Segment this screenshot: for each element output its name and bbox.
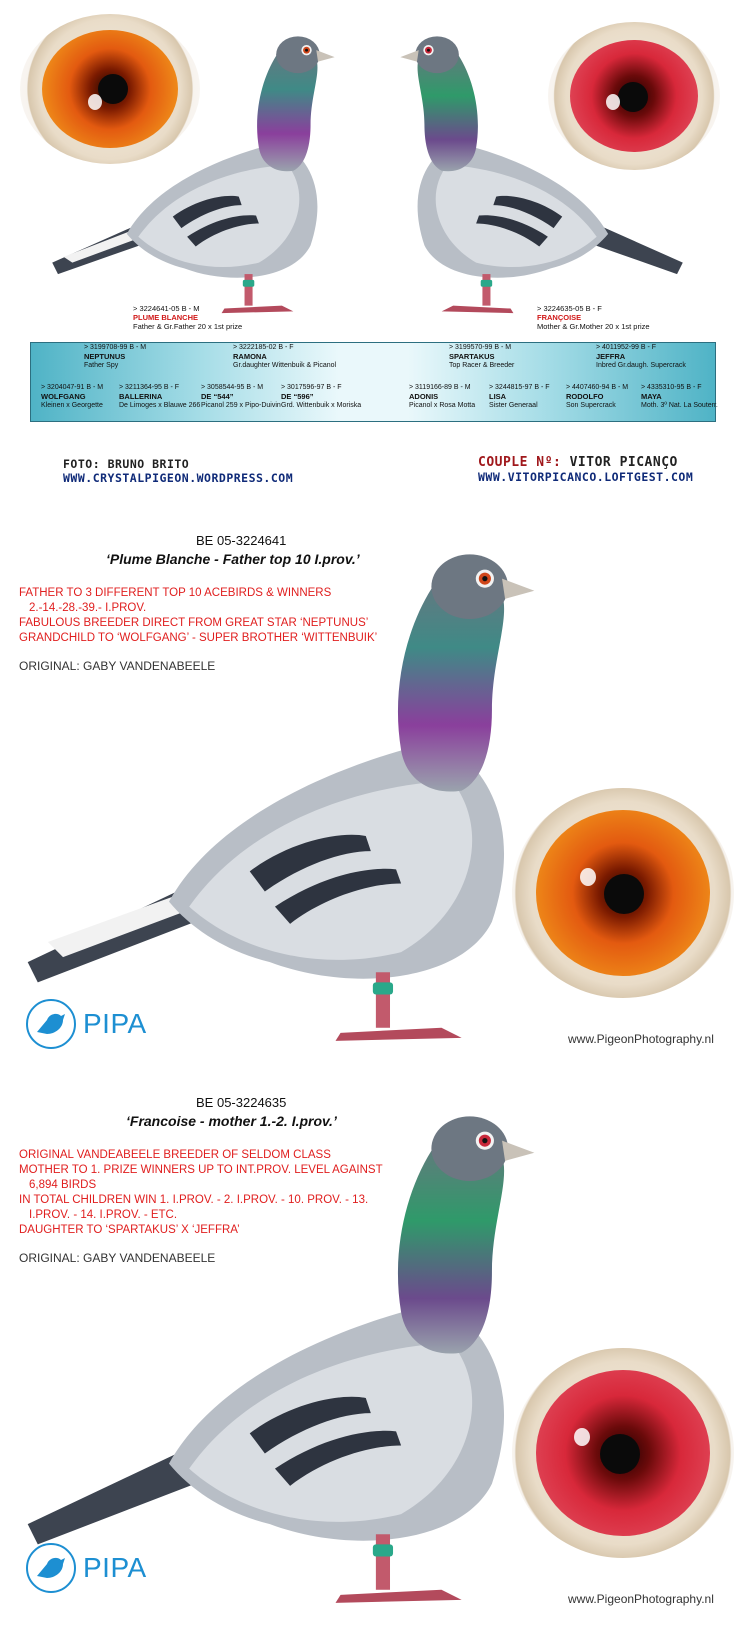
grandparent-4: [596, 343, 686, 370]
note: Top Racer & Breeder: [449, 362, 515, 369]
father-pigeon-large-image: [10, 508, 550, 1053]
note: Kleinen x Georgette: [41, 402, 103, 409]
great-grandparent-5: [409, 383, 475, 410]
desc-line: GRANDCHILD TO ‘WOLFGANG’ - SUPER BROTHER ‘WITTENBUIK’: [19, 632, 378, 644]
ring-number: 05-3224635: [216, 1095, 287, 1110]
ring: > 4335310-95 B - F: [641, 384, 702, 391]
note: Picanol 259 x Pipo-Duivin: [201, 402, 281, 409]
grandparent-2: [233, 343, 336, 370]
pedigree-header: [0, 0, 750, 485]
name: WOLFGANG: [41, 392, 86, 401]
pipa-logo-text: PIPA: [83, 1008, 147, 1039]
father-subtitle: ‘Plume Blanche - Father top 10 I.prov.’: [106, 551, 360, 567]
name: DE “544”: [201, 392, 234, 401]
ring-number: 05-3224641: [216, 533, 287, 548]
desc-line: ORIGINAL VANDEABEELE BREEDER OF SELDOM CLASS: [19, 1149, 331, 1161]
name: MAYA: [641, 392, 662, 401]
grandparent-1: [84, 343, 146, 370]
ring: > 4407460-94 B - M: [566, 384, 629, 391]
name: DE “596”: [281, 392, 314, 401]
great-grandparent-2: [119, 383, 200, 410]
ring: > 3222185-02 B - F: [233, 344, 294, 351]
mother-pigeon-large-image: [10, 1070, 550, 1615]
ring: > 4011952-99 B - F: [596, 344, 656, 351]
great-grandparent-7: [566, 383, 628, 410]
mother-name: FRANÇOISE: [537, 313, 582, 322]
name: BALLERINA: [119, 392, 163, 401]
note: Inbred Gr.daugh. Supercrack: [596, 362, 686, 369]
desc-line: IN TOTAL CHILDREN WIN 1. I.PROV. - 2. I.PROV. - 10. PROV. - 13.: [19, 1194, 369, 1206]
mother-note: Mother & Gr.Mother 20 x 1st prize: [537, 322, 650, 331]
pigeon-logo-icon: [25, 1542, 77, 1594]
note: Son Supercrack: [566, 402, 616, 409]
ring: > 3199708-99 B - M: [84, 344, 147, 351]
foto-site: WWW.CRYSTALPIGEON.WORDPRESS.COM: [63, 471, 294, 485]
name: ADONIS: [409, 392, 439, 401]
great-grandparent-4: [281, 383, 361, 410]
couple-label: COUPLE Nº:: [478, 455, 562, 470]
name: LISA: [489, 392, 507, 401]
father-pigeon-image: [30, 10, 350, 320]
ring: > 3199570-99 B - M: [449, 344, 512, 351]
note: Father Spy: [84, 362, 119, 369]
great-grandparent-6: [489, 383, 550, 410]
mother-card: [0, 1080, 750, 1632]
couple-site: WWW.VITORPICANCO.LOFTGEST.COM: [478, 470, 694, 484]
desc-line: I.PROV. - 14. I.PROV. - ETC.: [29, 1209, 178, 1221]
pipa-logo: [25, 998, 147, 1050]
grandparent-3: [449, 343, 514, 370]
desc-line: DAUGHTER TO ‘SPARTAKUS’ X ‘JEFFRA’: [19, 1224, 240, 1236]
ring: > 3211364-95 B - F: [119, 384, 179, 391]
father-note: Father & Gr.Father 20 x 1st prize: [133, 322, 243, 331]
ring: > 3204047-91 B - M: [41, 384, 104, 391]
foto-name: BRUNO BRITO: [107, 457, 190, 471]
note: Picanol x Rosa Motta: [409, 402, 476, 409]
pipa-logo-text: PIPA: [83, 1552, 147, 1583]
name: NEPTUNUS: [84, 352, 126, 361]
note: De Limoges x Blauwe 266: [119, 402, 201, 409]
desc-line: MOTHER TO 1. PRIZE WINNERS UP TO INT.PROV. LEVEL AGAINST: [19, 1164, 383, 1176]
ring: > 3058544-95 B - M: [201, 384, 264, 391]
name: SPARTAKUS: [449, 352, 495, 361]
mother-eye-image: [548, 22, 720, 170]
father-original: ORIGINAL: GABY VANDENABEELE: [19, 659, 216, 673]
father-pedigree-label: [133, 304, 242, 331]
ring: > 3244815-97 B - F: [489, 384, 550, 391]
pigeon-logo-icon: [25, 998, 77, 1050]
mother-original: ORIGINAL: GABY VANDENABEELE: [19, 1251, 216, 1265]
couple-name: VITOR PICANÇO: [569, 455, 678, 470]
photo-site: www.PigeonPhotography.nl: [568, 1592, 714, 1606]
desc-line: 6,894 BIRDS: [29, 1179, 97, 1191]
pipa-logo: [25, 1542, 147, 1594]
note: Gr.daughter Wittenbuik & Picanol: [233, 362, 337, 369]
father-card: [0, 518, 750, 1058]
name: RODOLFO: [566, 392, 604, 401]
ring: > 3017596-97 B - F: [281, 384, 342, 391]
father-eye-large-image: [512, 788, 734, 998]
be-prefix: BE: [196, 1095, 214, 1110]
note: Grd. Wittenbuik x Moriska: [281, 402, 362, 409]
desc-line: FABULOUS BREEDER DIRECT FROM GREAT STAR ‘NEPTUNUS’: [19, 617, 369, 629]
ring: > 3119166-89 B - M: [409, 384, 471, 391]
name: RAMONA: [233, 352, 267, 361]
father-name: PLUME BLANCHE: [133, 313, 198, 322]
mother-pedigree-label: [537, 304, 650, 331]
name: JEFFRA: [596, 352, 626, 361]
desc-line: 2.-14.-28.-39.- I.PROV.: [29, 602, 147, 614]
great-grandparent-8: [641, 383, 718, 410]
father-ring: > 3224641-05 B - M: [133, 304, 200, 313]
photo-credit: [63, 457, 293, 485]
pedigree-panel: [30, 342, 716, 422]
great-grandparent-1: [41, 383, 103, 410]
great-grandparent-3: [201, 383, 281, 410]
mother-subtitle: ‘Francoise - mother 1.-2. I.prov.’: [126, 1113, 337, 1129]
foto-label: FOTO:: [63, 457, 101, 471]
mother-eye-large-image: [512, 1348, 734, 1558]
be-prefix: BE: [196, 533, 214, 548]
desc-line: FATHER TO 3 DIFFERENT TOP 10 ACEBIRDS & WINNERS: [19, 587, 332, 599]
couple-credit: [478, 455, 693, 484]
note: Sister Generaal: [489, 402, 538, 409]
photo-site: www.PigeonPhotography.nl: [568, 1032, 714, 1046]
note: Moth. 3º Nat. La Souterr.: [641, 402, 718, 409]
mother-ring: > 3224635-05 B - F: [537, 304, 602, 313]
